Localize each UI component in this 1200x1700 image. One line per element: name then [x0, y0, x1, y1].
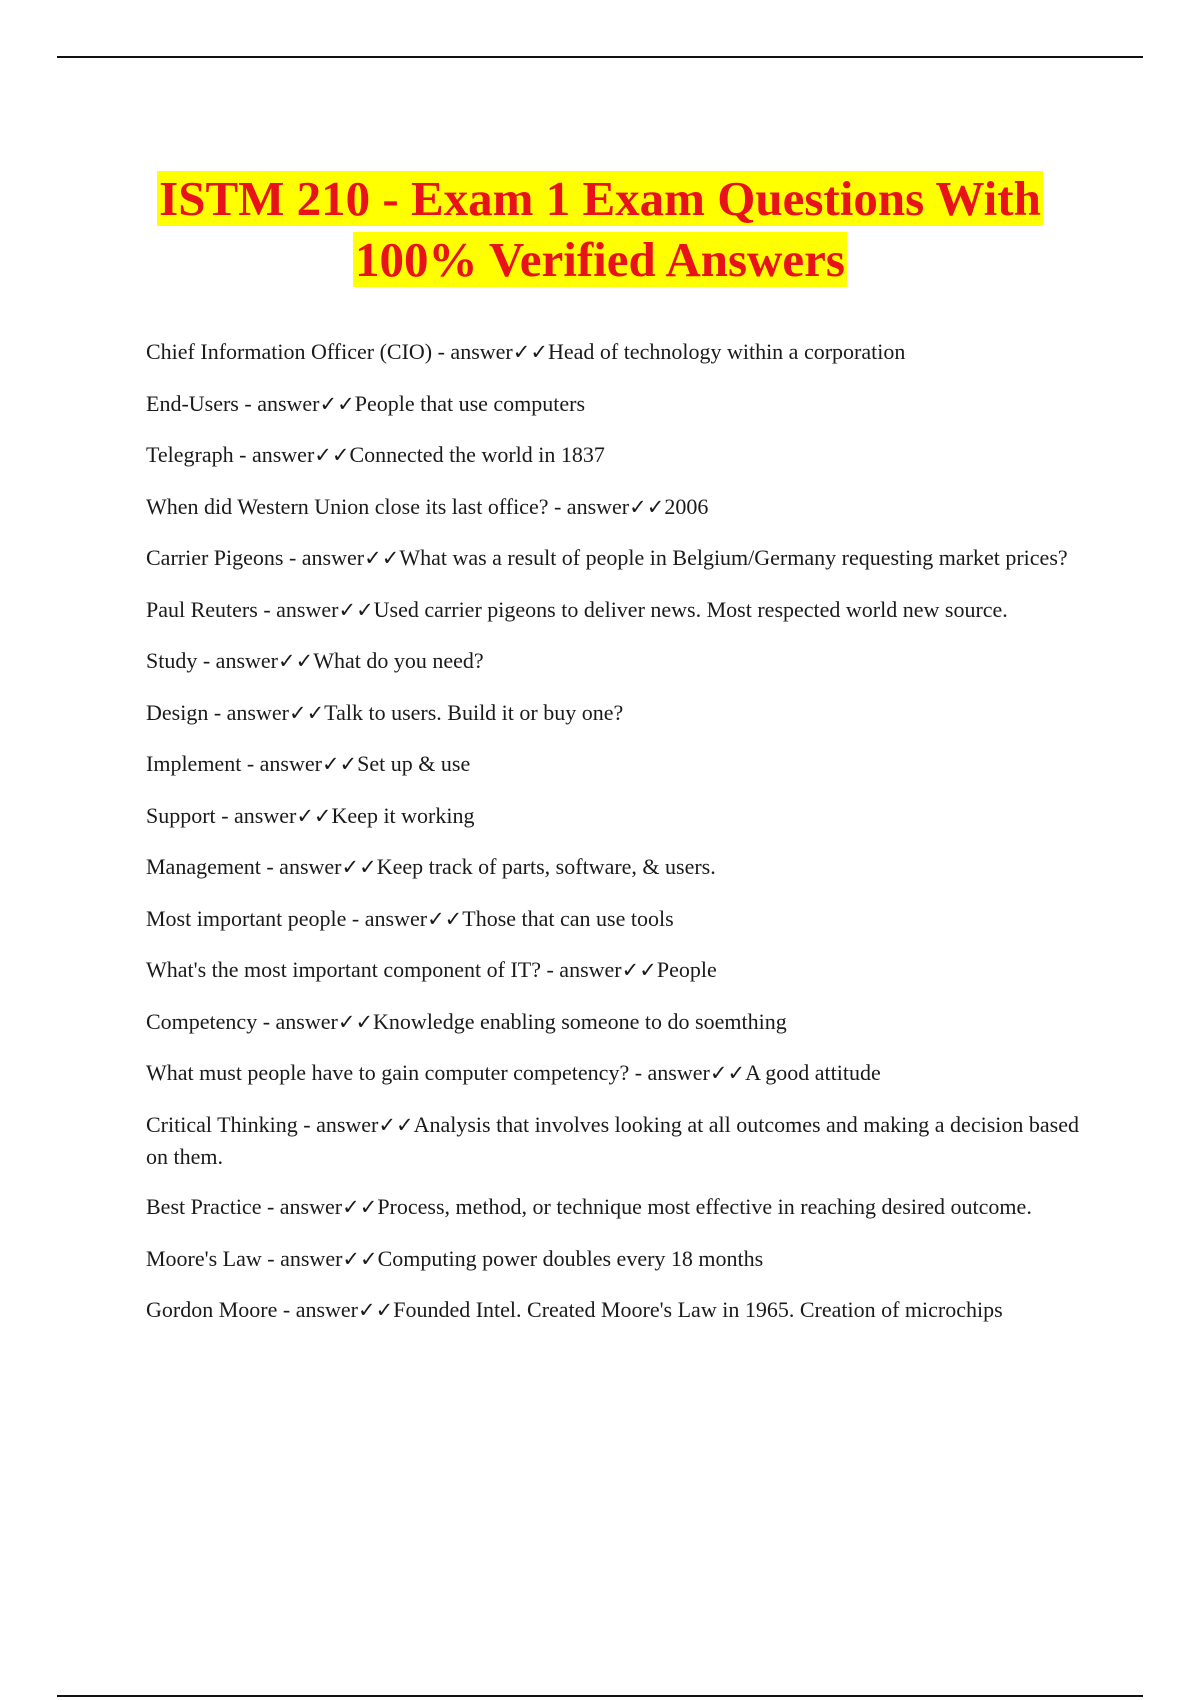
- entry-separator: - answer: [283, 545, 365, 570]
- entry-term: Best Practice: [146, 1194, 262, 1219]
- double-check-icon: ✓✓: [296, 803, 332, 828]
- entry-answer: Computing power doubles every 18 months: [377, 1245, 764, 1271]
- document-title: [0, 168, 1200, 290]
- entry-answer: Process, method, or technique most effective in reaching desired outcome.: [377, 1194, 1032, 1219]
- entry-term: Critical Thinking: [146, 1111, 298, 1137]
- qa-entry: [146, 645, 1096, 677]
- entry-answer: Those that can use tools: [462, 905, 674, 931]
- entry-answer: Keep it working: [331, 802, 475, 828]
- entry-separator: - answer: [277, 1297, 359, 1322]
- entry-separator: - answer: [215, 802, 297, 828]
- qa-entry: [146, 1191, 1096, 1223]
- entry-answer: People that use computers: [354, 390, 586, 416]
- entry-answer: Used carrier pigeons to deliver news. Most respected world new source.: [373, 596, 1008, 622]
- qa-entry: [146, 1006, 1096, 1038]
- entry-answer: Head of technology within a corporation: [547, 339, 906, 364]
- entry-term: Carrier Pigeons: [146, 545, 284, 570]
- double-check-icon: ✓✓: [341, 855, 377, 879]
- qa-entry: [146, 748, 1096, 780]
- entry-answer: Knowledge enabling someone to do soemthing: [373, 1008, 787, 1034]
- double-check-icon: ✓✓: [342, 1195, 378, 1219]
- qa-entry: [146, 439, 1096, 471]
- entry-separator: - answer: [257, 1008, 338, 1034]
- top-rule: [57, 56, 1143, 58]
- entry-answer: Keep track of parts, software, & users.: [376, 854, 716, 879]
- entry-separator: - answer: [257, 596, 339, 622]
- entry-answer: 2006: [664, 493, 709, 519]
- entry-answer: What do you need?: [313, 648, 484, 673]
- double-check-icon: ✓✓: [358, 1298, 394, 1322]
- entry-term: Moore's Law: [146, 1245, 262, 1271]
- entry-term: When did Western Union close its last office?: [146, 493, 549, 519]
- entry-answer: Talk to users. Build it or buy one?: [324, 699, 624, 725]
- entry-separator: - answer: [540, 957, 622, 982]
- entry-term: Study: [146, 648, 198, 673]
- entry-separator: - answer: [241, 751, 322, 776]
- bottom-rule: [57, 1695, 1143, 1697]
- qa-entry: [146, 851, 1096, 883]
- qa-entry: [146, 594, 1096, 626]
- entry-separator: - answer: [346, 905, 428, 931]
- entry-separator: - answer: [261, 1245, 343, 1271]
- double-check-icon: ✓✓: [338, 597, 374, 622]
- double-check-icon: ✓✓: [427, 906, 463, 931]
- qa-entry: [146, 1057, 1096, 1089]
- qa-list: [146, 336, 1096, 1346]
- entry-separator: - answer: [197, 648, 278, 673]
- qa-entry: [146, 388, 1096, 420]
- double-check-icon: ✓✓: [321, 752, 358, 776]
- entry-separator: - answer: [233, 442, 315, 467]
- double-check-icon: ✓✓: [278, 649, 314, 673]
- qa-entry: [146, 1243, 1096, 1275]
- double-check-icon: ✓✓: [337, 1009, 374, 1034]
- entry-answer: A good attitude: [745, 1060, 881, 1085]
- qa-entry: [146, 697, 1096, 729]
- double-check-icon: ✓✓: [629, 494, 665, 519]
- entry-term: What's the most important component of IT?: [146, 957, 541, 982]
- double-check-icon: ✓✓: [364, 546, 400, 570]
- entry-separator: - answer: [629, 1060, 710, 1085]
- entry-term: Most important people: [146, 905, 347, 931]
- entry-term: Management: [146, 854, 261, 879]
- entry-term: Paul Reuters: [146, 596, 258, 622]
- qa-entry: [146, 800, 1096, 832]
- entry-separator: - answer: [208, 699, 289, 725]
- qa-entry: [146, 542, 1096, 574]
- entry-separator: - answer: [297, 1111, 379, 1137]
- qa-entry: [146, 491, 1096, 523]
- entry-separator: - answer: [260, 854, 342, 879]
- qa-entry: [146, 336, 1096, 368]
- title-line-1: ISTM 210 - Exam 1 Exam Questions With: [159, 171, 1041, 226]
- double-check-icon: ✓✓: [378, 1112, 414, 1137]
- qa-entry: [146, 954, 1096, 986]
- entry-term: Telegraph: [146, 442, 234, 467]
- title-line-2: 100% Verified Answers: [355, 232, 845, 287]
- entry-term: What must people have to gain computer competency?: [146, 1060, 630, 1085]
- entry-term: Chief Information Officer (CIO): [146, 339, 433, 364]
- entry-term: End-Users: [146, 390, 239, 416]
- entry-separator: - answer: [238, 390, 320, 416]
- double-check-icon: ✓✓: [319, 391, 355, 416]
- double-check-icon: ✓✓: [288, 700, 325, 725]
- double-check-icon: ✓✓: [621, 958, 657, 982]
- qa-entry: [146, 903, 1096, 935]
- double-check-icon: ✓✓: [342, 1246, 378, 1271]
- qa-entry: [146, 1109, 1096, 1172]
- entry-separator: - answer: [432, 339, 513, 364]
- entry-answer: People: [656, 957, 717, 982]
- entry-separator: - answer: [548, 493, 630, 519]
- entry-answer: Analysis that involves looking at all outcomes and making a decision based on them.: [146, 1111, 1079, 1169]
- entry-term: Gordon Moore: [146, 1297, 278, 1322]
- entry-term: Support: [146, 802, 216, 828]
- entry-term: Design: [146, 699, 209, 725]
- entry-term: Competency: [146, 1008, 258, 1034]
- double-check-icon: ✓✓: [709, 1061, 746, 1085]
- entry-separator: - answer: [261, 1194, 343, 1219]
- entry-answer: What was a result of people in Belgium/Germany requesting market prices?: [399, 545, 1068, 570]
- qa-entry: [146, 1294, 1096, 1326]
- entry-term: Implement: [146, 751, 242, 776]
- entry-answer: Connected the world in 1837: [349, 442, 605, 467]
- double-check-icon: ✓✓: [512, 340, 548, 364]
- double-check-icon: ✓✓: [314, 443, 350, 467]
- entry-answer: Set up & use: [357, 751, 471, 776]
- entry-answer: Founded Intel. Created Moore's Law in 1965. Creation of microchips: [393, 1297, 1003, 1322]
